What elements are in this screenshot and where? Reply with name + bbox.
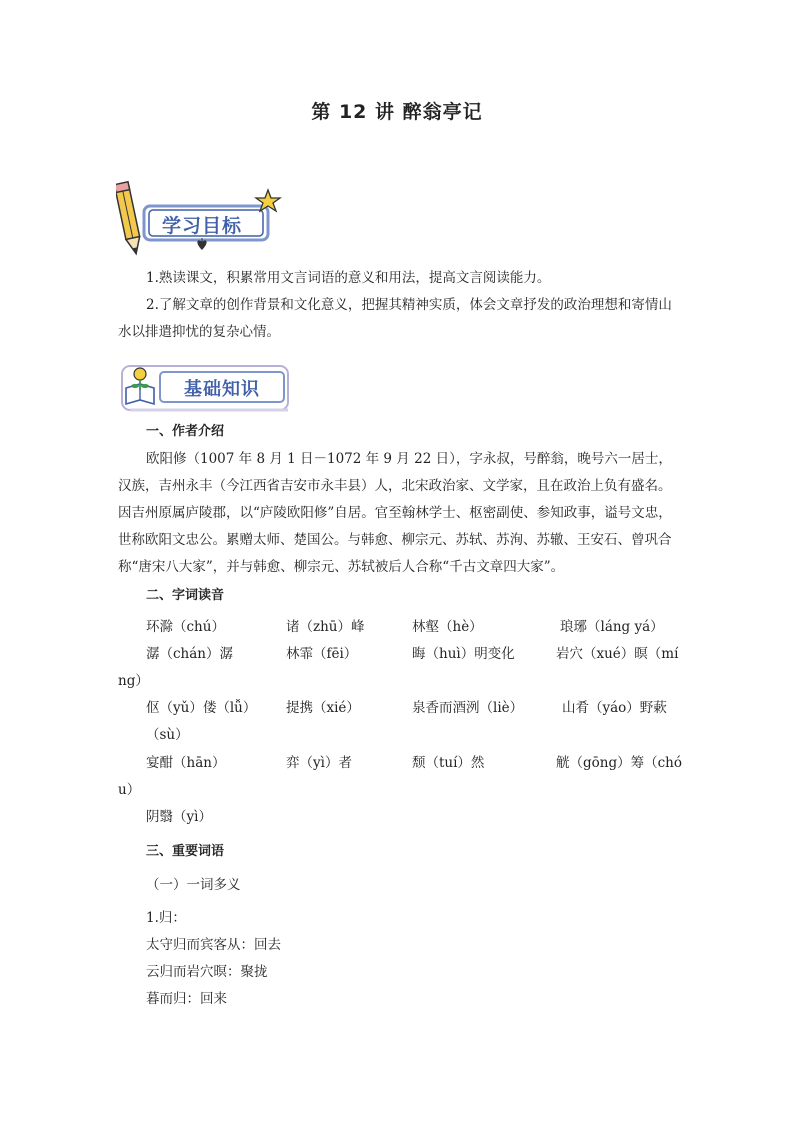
author-intro: 欧阳修（1007 年 8 月 1 日－1072 年 9 月 22 日），字永叔，号醉翁，晚号六一居士，汉族，吉州永丰（今江西省吉安市永丰县）人，北宋政治家、文学家，且在政治上负有盛名。因吉州原属庐陵郡，以“庐陵欧阳修”自居。官至翰林学士、枢密副使、参知政事，谥号文忠，世称欧阳文忠公。累赠太师、楚国公。与韩愈、柳宗元、苏轼、苏洵、苏辙、王安石、曾巩合称“唐宋八大家”，并与韩愈、柳宗元、苏轼被后人合称“千古文章四大家”。 xyxy=(118,451,672,575)
pronunciation-item: 宴酣（hān） xyxy=(146,755,226,771)
pronunciation-item: 伛（yǔ）偻（lǚ） xyxy=(146,700,257,716)
term-meaning: 暮而归：回来 xyxy=(146,991,227,1007)
learning-goals-label: 学习目标 xyxy=(162,215,243,237)
pronunciation-wrap: ng） xyxy=(118,673,149,689)
term-item: 1.归： xyxy=(146,910,186,926)
pronunciation-item: 林霏（fēi） xyxy=(286,646,358,662)
pronunciation-item: 环滁（chú） xyxy=(146,619,225,635)
goal-item: 2.了解文章的创作背景和文化意义，把握其精神实质，体会文章抒发的政治理想和寄情山水以排遣抑忧的复杂心情。 xyxy=(118,297,672,340)
pronunciation-item: 潺（chán）潺 xyxy=(146,646,233,662)
pronunciation-item: 泉香而酒洌（liè） xyxy=(412,700,524,716)
basic-knowledge-badge xyxy=(120,360,296,416)
pronunciation-item: 晦（huì）明变化 xyxy=(412,646,515,662)
pronunciation-item: 提携（xié） xyxy=(286,700,360,716)
term-meaning: 太守归而宾客从：回去 xyxy=(146,937,281,953)
section-heading: 三、重要词语 xyxy=(146,844,225,859)
pronunciation-item: 颓（tuí）然 xyxy=(412,755,485,771)
pronunciation-item: 琅琊（láng yá） xyxy=(560,619,664,635)
page-title: 第 12 讲 醉翁亭记 xyxy=(311,101,483,123)
pronunciation-wrap: u） xyxy=(118,782,141,798)
section-heading: 一、作者介绍 xyxy=(146,424,225,439)
pronunciation-item: 山肴（yáo）野蔌 xyxy=(562,700,667,716)
pronunciation-item: 岩穴（xué）暝（mí xyxy=(556,646,679,662)
section-heading: 二、字词读音 xyxy=(146,588,225,603)
pronunciation-item: 林壑（hè） xyxy=(412,619,483,635)
learning-goals-badge xyxy=(116,180,286,256)
pronunciation-item: 觥（gōng）筹（chó xyxy=(556,755,682,771)
pronunciation-wrap: （sù） xyxy=(146,727,189,743)
pronunciation-item: 阴翳（yì） xyxy=(146,809,212,825)
pronunciation-item: 诸（zhū）峰 xyxy=(286,619,365,635)
term-meaning: 云归而岩穴暝：聚拢 xyxy=(146,964,268,980)
basic-knowledge-label: 基础知识 xyxy=(184,379,260,400)
pronunciation-item: 弈（yì）者 xyxy=(286,755,352,771)
goal-item: 1.熟读课文，积累常用文言词语的意义和用法，提高文言阅读能力。 xyxy=(146,270,551,286)
subsection-title: （一）一词多义 xyxy=(146,877,241,893)
